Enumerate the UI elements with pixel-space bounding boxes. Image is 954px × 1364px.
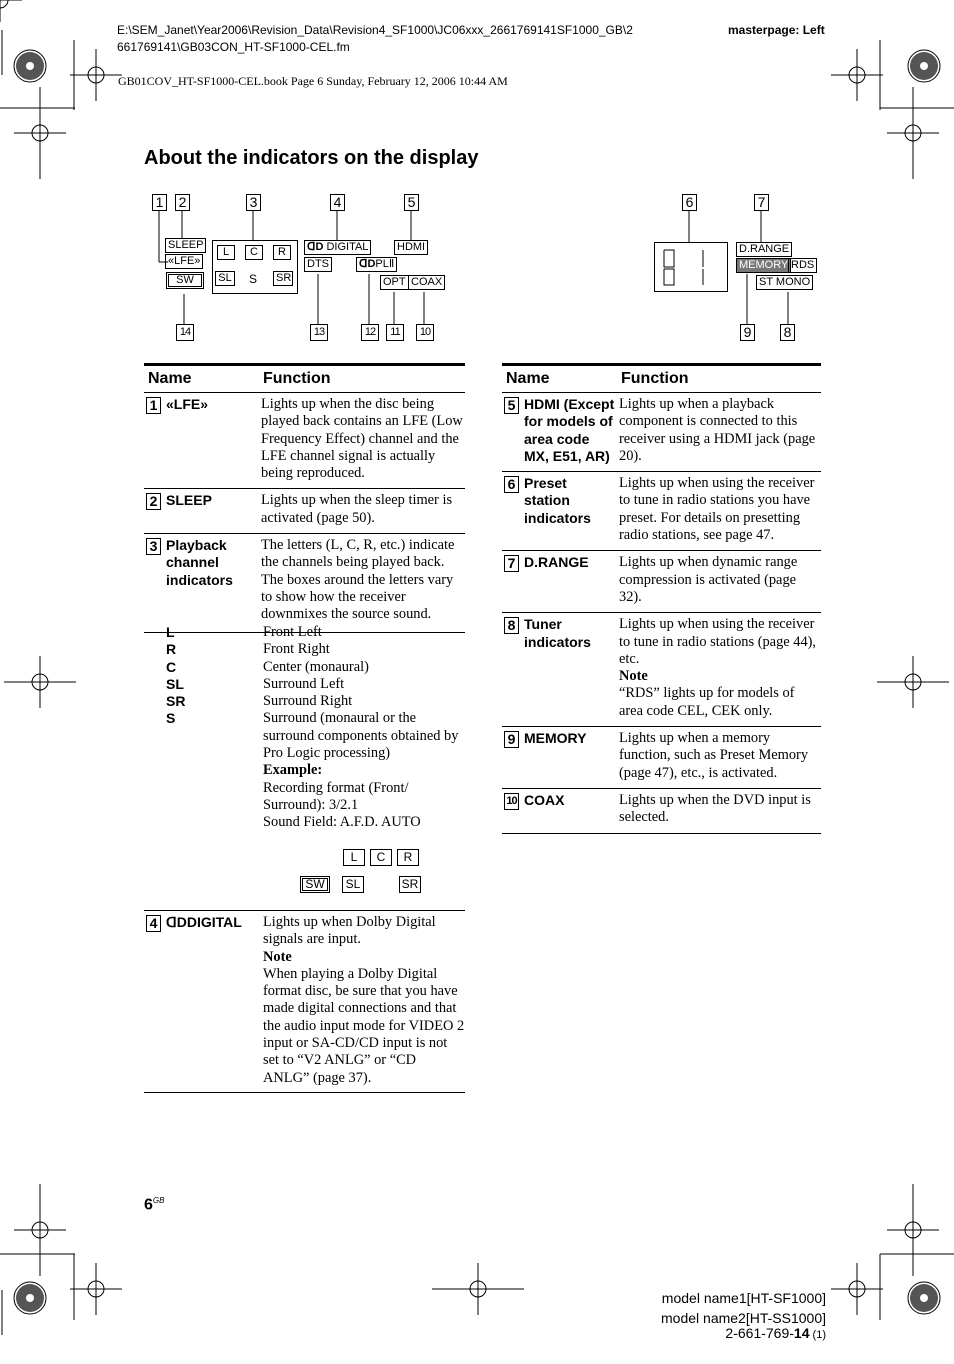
list-item <box>166 693 466 710</box>
row-name: Tuner indicators <box>524 616 591 650</box>
file-path-line-1: E:\SEM_Janet\Year2006\Revision_Data\Revision4_SF1000\JC06xxx_2661769141SF1000_GB\2 <box>117 23 633 37</box>
seven-segment-digits <box>655 243 727 291</box>
indicator-lfe: «LFE» <box>165 254 203 269</box>
row-function: Lights up when the DVD input is selected. <box>619 791 811 826</box>
callout-14: 14 <box>176 324 194 341</box>
row-function: Lights up when the disc being played back contains an LFE (Low Frequency Effect) channel and the LFE channel signal is actually being reproduced. <box>259 393 465 489</box>
row-name: Playback channel indicators <box>166 537 233 588</box>
row-name: SLEEP <box>166 492 212 509</box>
row-function: Lights up when a playback component is connected to this receiver using a HDMI jack (page 20). <box>619 396 816 464</box>
row-number: 10 <box>504 793 519 810</box>
preset-station-display <box>654 242 728 292</box>
example-box-sw: SW <box>300 876 330 893</box>
callout-13: 13 <box>310 324 328 341</box>
note-label: Note <box>263 948 292 965</box>
indicator-dolby-digital <box>304 240 371 255</box>
indicator-sw: SW <box>166 272 204 289</box>
part-number-prefix: 2-661-769- <box>725 1325 794 1341</box>
channel-key: L <box>166 624 175 640</box>
model-name-1: model name1[HT-SF1000] <box>661 1290 826 1306</box>
page-number-suffix: GB <box>152 1196 165 1205</box>
indicator-l: L <box>217 245 235 260</box>
callout-2: 2 <box>175 194 190 211</box>
channel-indicator-panel <box>212 240 298 294</box>
indicator-table-left <box>144 363 465 633</box>
channel-key: R <box>166 641 177 658</box>
channel-value: Surround Right <box>263 693 353 710</box>
row-function: Lights up when dynamic range compression is activated (page 32). <box>619 554 798 605</box>
row-name: «LFE» <box>166 396 209 412</box>
list-item <box>166 641 466 658</box>
indicator-sl: SL <box>215 271 235 286</box>
row-number: 4 <box>146 915 161 932</box>
row-function: Lights up when using the receiver to tune in radio stations you have preset. For details on presetting radio stations, see page 47. <box>619 475 815 544</box>
example-line: Surround): 3/2.1 <box>263 796 359 813</box>
row-name <box>166 914 242 932</box>
note-label: Note <box>619 668 648 685</box>
row-number: 6 <box>504 476 519 493</box>
note-text: When playing a Dolby Digital format disc, be sure that you have made digital connections and that the audio input mode for VIDEO 2 input or SA-CD/CD input is not set to “V2 ANLG” or “CD ANLG” (page 37). <box>263 965 465 1086</box>
row-number: 3 <box>146 538 161 555</box>
channel-key: SL <box>166 675 184 692</box>
table-row <box>144 534 465 632</box>
row-name-cell <box>146 914 261 932</box>
book-info-line: GB01COV_HT-SF1000-CEL.book Page 6 Sunday, February 12, 2006 10:44 AM <box>118 74 508 88</box>
table-row <box>502 788 821 833</box>
callout-1: 1 <box>152 194 167 211</box>
dolby-icon: ᗡD <box>166 914 187 930</box>
row-name: D.RANGE <box>524 554 589 571</box>
channel-value: Surround (monaural or the surround components obtained by Pro Logic processing) <box>263 710 459 762</box>
part-number-suffix: (1) <box>809 1329 826 1341</box>
indicator-drange: D.RANGE <box>736 242 792 257</box>
indicator-coax: COAX <box>408 275 445 290</box>
indicator-memory: MEMORY <box>736 258 791 273</box>
part-number <box>725 1325 826 1341</box>
callout-12: 12 <box>361 324 379 341</box>
row-function-cell <box>263 914 465 1087</box>
dolby-icon: ᗡD <box>307 241 324 253</box>
channel-value: Surround Left <box>263 675 345 692</box>
table-header-row <box>502 365 821 393</box>
channel-list <box>166 624 466 832</box>
example-box-r: R <box>397 849 419 866</box>
row-function: Lights up when Dolby Digital signals are input. <box>263 914 436 948</box>
callout-8: 8 <box>780 324 795 341</box>
callout-5: 5 <box>404 194 419 211</box>
callout-4: 4 <box>330 194 345 211</box>
part-number-bold: 14 <box>793 1325 810 1341</box>
indicator-sr: SR <box>273 271 293 286</box>
channel-key: S <box>166 710 176 727</box>
table-row <box>502 551 821 613</box>
indicator-pl2-label: PLⅡ <box>375 258 395 270</box>
row-function: Lights up when using the receiver to tune in radio stations (page 44), etc. <box>619 616 817 667</box>
channel-value: Front Left <box>263 624 322 640</box>
indicator-table-right <box>502 363 821 834</box>
indicator-rds: RDS <box>788 258 817 273</box>
row-name: COAX <box>524 791 565 808</box>
row-number: 8 <box>504 617 519 634</box>
row-number: 2 <box>146 493 161 510</box>
indicator-digital-label: DIGITAL <box>326 241 369 253</box>
channel-key: C <box>166 658 177 675</box>
table-header-row <box>144 365 465 393</box>
callout-11: 11 <box>386 324 404 341</box>
table-row <box>502 727 821 789</box>
callout-3: 3 <box>246 194 261 211</box>
indicator-r: R <box>273 245 291 260</box>
channel-key: SR <box>166 693 186 710</box>
indicator-c: C <box>245 245 263 260</box>
row-number: 9 <box>504 731 519 748</box>
callout-10: 10 <box>416 324 434 341</box>
header-function: Function <box>617 365 821 393</box>
row-name: Preset station indicators <box>524 475 591 526</box>
table-row <box>502 613 821 727</box>
example-box-sl: SL <box>342 876 364 893</box>
channel-value: Front Right <box>263 641 330 658</box>
file-path-line-2: 661769141\GB03CON_HT-SF1000-CEL.fm <box>117 40 350 54</box>
row-name: MEMORY <box>524 730 587 747</box>
example-line: Recording format (Front/ <box>263 779 409 796</box>
header-name: Name <box>144 365 259 393</box>
indicator-pl2 <box>356 257 397 272</box>
row-number: 7 <box>504 555 519 572</box>
row-divider <box>144 910 465 911</box>
list-item <box>166 624 466 641</box>
example-channel-boxes <box>290 846 430 896</box>
page-title: About the indicators on the display <box>144 147 479 169</box>
example-line: Sound Field: A.F.D. AUTO <box>263 814 421 831</box>
indicator-opt: OPT <box>380 275 409 290</box>
note-text: “RDS” lights up for models of area code CEL, CEK only. <box>619 685 795 719</box>
example-box-l: L <box>343 849 365 866</box>
page-number-value: 6 <box>144 1196 153 1214</box>
list-item <box>166 710 466 762</box>
indicator-dts: DTS <box>304 257 332 272</box>
row-function: Lights up when the sleep timer is activated (page 50). <box>259 489 465 534</box>
callout-7: 7 <box>754 194 769 211</box>
row-number: 5 <box>504 397 519 414</box>
example-box-c: C <box>370 849 392 866</box>
example-label: Example: <box>263 762 323 779</box>
dolby-icon: ᗡD <box>359 258 376 270</box>
page-number <box>144 1196 164 1214</box>
channel-value: Center (monaural) <box>263 658 369 675</box>
list-item <box>166 676 466 693</box>
file-path <box>117 22 717 56</box>
table-row <box>144 393 465 489</box>
table-row <box>502 472 821 551</box>
callout-6: 6 <box>682 194 697 211</box>
row-function: The letters (L, C, R, etc.) indicate the channels being played back. The boxes around the letters vary to show how the receiver downmixes the source sound. <box>261 537 455 623</box>
row-name-text: DIGITAL <box>186 914 242 930</box>
model-name-2: model name2[HT-SS1000] <box>661 1310 826 1326</box>
row-name: HDMI (Except for models of area code MX, E51, AR) <box>524 396 615 464</box>
row-number: 1 <box>146 397 161 414</box>
display-diagram <box>140 190 830 350</box>
header-function: Function <box>259 365 465 393</box>
example-box-sr: SR <box>399 876 421 893</box>
header-name: Name <box>502 365 617 393</box>
callout-9: 9 <box>740 324 755 341</box>
row-function: Lights up when a memory function, such as Preset Memory (page 47), etc., is activated. <box>619 730 809 781</box>
indicator-sleep: SLEEP <box>165 238 206 253</box>
table-bottom-rule <box>144 1092 465 1093</box>
indicator-hdmi: HDMI <box>394 240 428 255</box>
masterpage-label: masterpage: Left <box>728 23 825 37</box>
indicator-s: S <box>249 272 258 286</box>
list-item <box>166 659 466 676</box>
table-row <box>502 393 821 472</box>
indicator-st-mono: ST MONO <box>756 275 813 290</box>
table-row <box>144 489 465 534</box>
